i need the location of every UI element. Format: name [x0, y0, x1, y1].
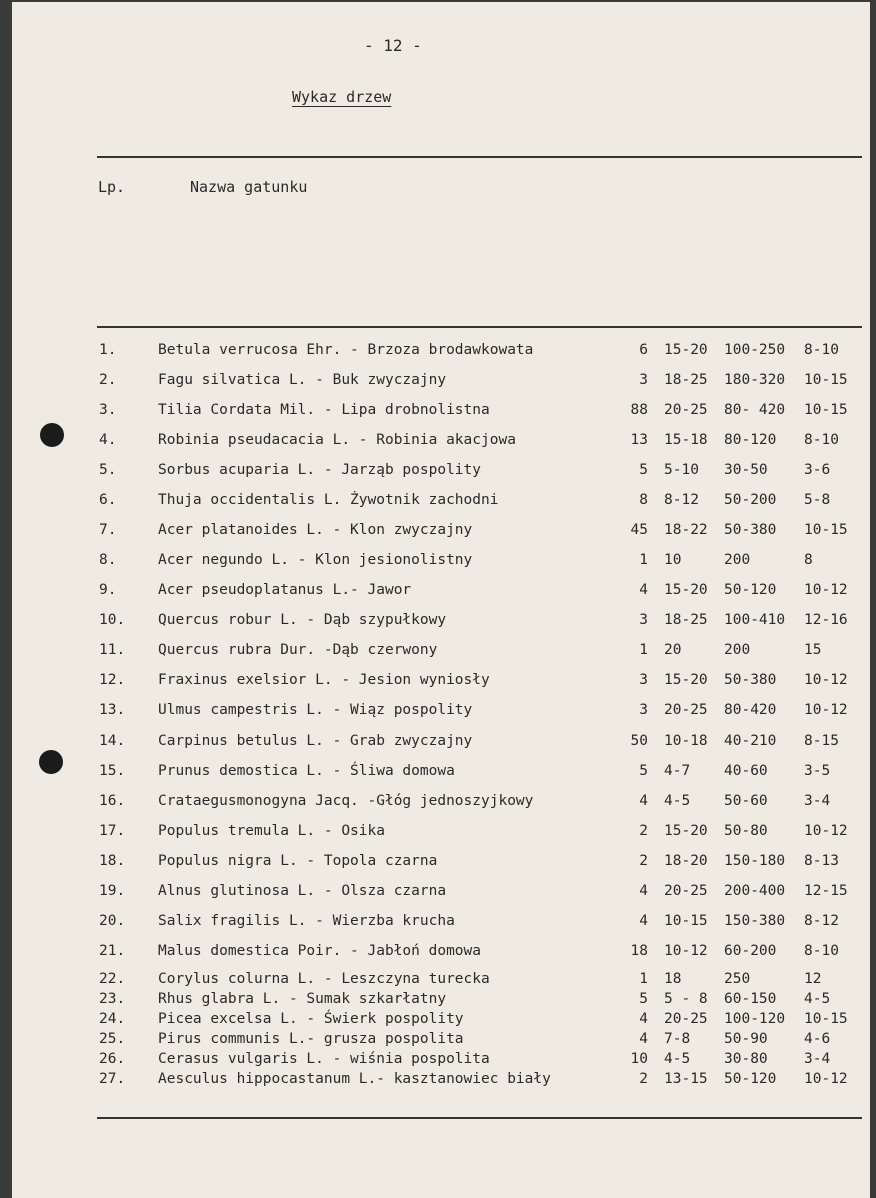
height-range: 13-15	[664, 1071, 708, 1087]
age-range: 100-250	[724, 342, 786, 358]
table-row	[12, 758, 870, 784]
tree-count: 88	[630, 402, 648, 418]
tree-count: 1	[639, 642, 648, 658]
height-range: 4-5	[664, 793, 691, 809]
height-range: 20	[664, 642, 682, 658]
height-range: 15-20	[664, 582, 708, 598]
age-range: 150-180	[724, 853, 786, 869]
row-number: 27.	[99, 1071, 126, 1087]
species-name: Crataegusmonogyna Jacq. -Głóg jednoszyjkowy	[158, 793, 534, 809]
tree-count: 6	[639, 342, 648, 358]
table-row	[12, 427, 870, 453]
height-range: 10-12	[664, 943, 708, 959]
table-row	[12, 848, 870, 874]
species-name: Carpinus betulus L. - Grab zwyczajny	[158, 733, 473, 749]
age-range: 250	[724, 971, 751, 987]
species-name: Populus tremula L. - Osika	[158, 823, 385, 839]
diameter-range: 4-6	[804, 1031, 831, 1047]
age-range: 50-90	[724, 1031, 768, 1047]
row-number: 5.	[99, 462, 117, 478]
diameter-range: 5-8	[804, 492, 831, 508]
height-range: 20-25	[664, 402, 708, 418]
age-range: 200-400	[724, 883, 786, 899]
row-number: 19.	[99, 883, 126, 899]
age-range: 30-50	[724, 462, 768, 478]
table-row	[12, 337, 870, 363]
table-row	[12, 487, 870, 513]
row-number: 15.	[99, 763, 126, 779]
age-range: 80-420	[724, 702, 777, 718]
tree-count: 4	[639, 793, 648, 809]
diameter-range: 8-12	[804, 913, 839, 929]
height-range: 7-8	[664, 1031, 691, 1047]
row-number: 20.	[99, 913, 126, 929]
species-name: Fraxinus exelsior L. - Jesion wyniosły	[158, 672, 490, 688]
species-name: Cerasus vulgaris L. - wiśnia pospolita	[158, 1051, 490, 1067]
age-range: 50-120	[724, 582, 777, 598]
species-name: Ulmus campestris L. - Wiąz pospolity	[158, 702, 473, 718]
height-range: 20-25	[664, 883, 708, 899]
tree-count: 5	[639, 763, 648, 779]
age-range: 200	[724, 552, 751, 568]
species-name: Rhus glabra L. - Sumak szkarłatny	[158, 991, 447, 1007]
diameter-range: 8-10	[804, 432, 839, 448]
table-row	[12, 697, 870, 723]
table-row	[12, 547, 870, 573]
height-range: 15-20	[664, 342, 708, 358]
age-range: 40-60	[724, 763, 768, 779]
diameter-range: 10-15	[804, 1011, 848, 1027]
species-name: Fagu silvatica L. - Buk zwyczajny	[158, 372, 447, 388]
species-name: Alnus glutinosa L. - Olsza czarna	[158, 883, 447, 899]
species-name: Populus nigra L. - Topola czarna	[158, 853, 438, 869]
diameter-range: 10-15	[804, 402, 848, 418]
diameter-range: 8-10	[804, 943, 839, 959]
tree-count: 2	[639, 1071, 648, 1087]
height-range: 20-25	[664, 1011, 708, 1027]
age-range: 50-120	[724, 1071, 777, 1087]
column-header-lp: Lp.	[98, 178, 126, 196]
diameter-range: 10-12	[804, 582, 848, 598]
table-row	[12, 938, 870, 964]
species-name: Acer pseudoplatanus L.- Jawor	[158, 582, 412, 598]
table-row	[12, 878, 870, 904]
row-number: 7.	[99, 522, 117, 538]
age-range: 60-150	[724, 991, 777, 1007]
species-name: Acer platanoides L. - Klon zwyczajny	[158, 522, 473, 538]
table-row	[12, 607, 870, 633]
row-number: 17.	[99, 823, 126, 839]
height-range: 18-22	[664, 522, 708, 538]
table-bottom-rule	[97, 1117, 862, 1119]
punch-hole	[40, 423, 64, 447]
diameter-range: 10-12	[804, 702, 848, 718]
tree-count: 4	[639, 883, 648, 899]
row-number: 22.	[99, 971, 126, 987]
table-row	[12, 457, 870, 483]
row-number: 16.	[99, 793, 126, 809]
table-row	[12, 637, 870, 663]
tree-count: 8	[639, 492, 648, 508]
height-range: 15-18	[664, 432, 708, 448]
tree-count: 1	[639, 971, 648, 987]
tree-count: 5	[639, 991, 648, 1007]
age-range: 60-200	[724, 943, 777, 959]
document-page	[12, 2, 870, 1198]
height-range: 10-15	[664, 913, 708, 929]
age-range: 80- 420	[724, 402, 786, 418]
age-range: 50-80	[724, 823, 768, 839]
row-number: 8.	[99, 552, 117, 568]
diameter-range: 3-6	[804, 462, 831, 478]
species-name: Acer negundo L. - Klon jesionolistny	[158, 552, 473, 568]
species-name: Pirus communis L.- grusza pospolita	[158, 1031, 464, 1047]
species-name: Quercus rubra Dur. -Dąb czerwony	[158, 642, 438, 658]
age-range: 30-80	[724, 1051, 768, 1067]
table-row	[12, 818, 870, 844]
tree-count: 1	[639, 552, 648, 568]
age-range: 80-120	[724, 432, 777, 448]
row-number: 10.	[99, 612, 126, 628]
table-row	[12, 728, 870, 754]
table-row	[12, 517, 870, 543]
column-header-name: Nazwa gatunku	[190, 178, 308, 196]
height-range: 18-20	[664, 853, 708, 869]
species-name: Corylus colurna L. - Leszczyna turecka	[158, 971, 490, 987]
height-range: 10-18	[664, 733, 708, 749]
species-name: Sorbus acuparia L. - Jarząb pospolity	[158, 462, 482, 478]
row-number: 14.	[99, 733, 126, 749]
age-range: 150-380	[724, 913, 786, 929]
diameter-range: 8	[804, 552, 813, 568]
table-row	[12, 908, 870, 934]
diameter-range: 3-4	[804, 793, 831, 809]
species-name: Robinia pseudacacia L. - Robinia akacjowa	[158, 432, 516, 448]
age-range: 50-200	[724, 492, 777, 508]
height-range: 18	[664, 971, 682, 987]
table-row	[12, 577, 870, 603]
diameter-range: 8-10	[804, 342, 839, 358]
diameter-range: 10-12	[804, 672, 848, 688]
tree-count: 5	[639, 462, 648, 478]
diameter-range: 8-15	[804, 733, 839, 749]
age-range: 100-120	[724, 1011, 786, 1027]
row-number: 4.	[99, 432, 117, 448]
species-name: Aesculus hippocastanum L.- kasztanowiec biały	[158, 1071, 551, 1087]
height-range: 5 - 8	[664, 991, 708, 1007]
row-number: 25.	[99, 1031, 126, 1047]
tree-count: 4	[639, 913, 648, 929]
row-number: 23.	[99, 991, 126, 1007]
tree-count: 3	[639, 702, 648, 718]
diameter-range: 15	[804, 642, 822, 658]
tree-count: 4	[639, 1011, 648, 1027]
punch-hole	[39, 750, 63, 774]
row-number: 24.	[99, 1011, 126, 1027]
tree-count: 45	[630, 522, 648, 538]
row-number: 9.	[99, 582, 117, 598]
height-range: 15-20	[664, 823, 708, 839]
row-number: 26.	[99, 1051, 126, 1067]
row-number: 2.	[99, 372, 117, 388]
height-range: 18-25	[664, 372, 708, 388]
diameter-range: 10-15	[804, 522, 848, 538]
age-range: 50-380	[724, 672, 777, 688]
diameter-range: 10-12	[804, 823, 848, 839]
age-range: 40-210	[724, 733, 777, 749]
tree-count: 50	[630, 733, 648, 749]
table-row	[12, 1066, 870, 1092]
diameter-range: 12-16	[804, 612, 848, 628]
page-title: Wykaz drzew	[292, 88, 392, 106]
age-range: 200	[724, 642, 751, 658]
tree-count: 10	[630, 1051, 648, 1067]
table-row	[12, 667, 870, 693]
height-range: 4-5	[664, 1051, 691, 1067]
height-range: 18-25	[664, 612, 708, 628]
age-range: 180-320	[724, 372, 786, 388]
row-number: 18.	[99, 853, 126, 869]
row-number: 1.	[99, 342, 117, 358]
species-name: Salix fragilis L. - Wierzba krucha	[158, 913, 455, 929]
height-range: 20-25	[664, 702, 708, 718]
tree-count: 2	[639, 853, 648, 869]
species-name: Quercus robur L. - Dąb szypułkowy	[158, 612, 447, 628]
diameter-range: 3-4	[804, 1051, 831, 1067]
diameter-range: 12	[804, 971, 822, 987]
diameter-range: 4-5	[804, 991, 831, 1007]
age-range: 50-380	[724, 522, 777, 538]
tree-count: 3	[639, 372, 648, 388]
height-range: 8-12	[664, 492, 699, 508]
diameter-range: 3-5	[804, 763, 831, 779]
row-number: 11.	[99, 642, 126, 658]
age-range: 100-410	[724, 612, 786, 628]
height-range: 15-20	[664, 672, 708, 688]
diameter-range: 8-13	[804, 853, 839, 869]
table-row	[12, 367, 870, 393]
tree-count: 4	[639, 582, 648, 598]
height-range: 5-10	[664, 462, 699, 478]
height-range: 10	[664, 552, 682, 568]
diameter-range: 10-12	[804, 1071, 848, 1087]
diameter-range: 12-15	[804, 883, 848, 899]
species-name: Thuja occidentalis L. Żywotnik zachodni	[158, 492, 499, 508]
table-row	[12, 788, 870, 814]
species-name: Malus domestica Poir. - Jabłoń domowa	[158, 943, 482, 959]
height-range: 4-7	[664, 763, 691, 779]
tree-count: 2	[639, 823, 648, 839]
species-name: Prunus demostica L. - Śliwa domowa	[158, 763, 455, 779]
tree-table	[12, 2, 870, 1198]
species-name: Picea excelsa L. - Świerk pospolity	[158, 1011, 464, 1027]
species-name: Betula verrucosa Ehr. - Brzoza brodawkowata	[158, 342, 534, 358]
age-range: 50-60	[724, 793, 768, 809]
species-name: Tilia Cordata Mil. - Lipa drobnolistna	[158, 402, 490, 418]
row-number: 6.	[99, 492, 117, 508]
row-number: 3.	[99, 402, 117, 418]
row-number: 13.	[99, 702, 126, 718]
tree-count: 3	[639, 672, 648, 688]
table-row	[12, 397, 870, 423]
tree-count: 3	[639, 612, 648, 628]
tree-count: 4	[639, 1031, 648, 1047]
row-number: 21.	[99, 943, 126, 959]
tree-count: 18	[630, 943, 648, 959]
row-number: 12.	[99, 672, 126, 688]
diameter-range: 10-15	[804, 372, 848, 388]
page-number: - 12 -	[364, 36, 422, 55]
tree-count: 13	[630, 432, 648, 448]
